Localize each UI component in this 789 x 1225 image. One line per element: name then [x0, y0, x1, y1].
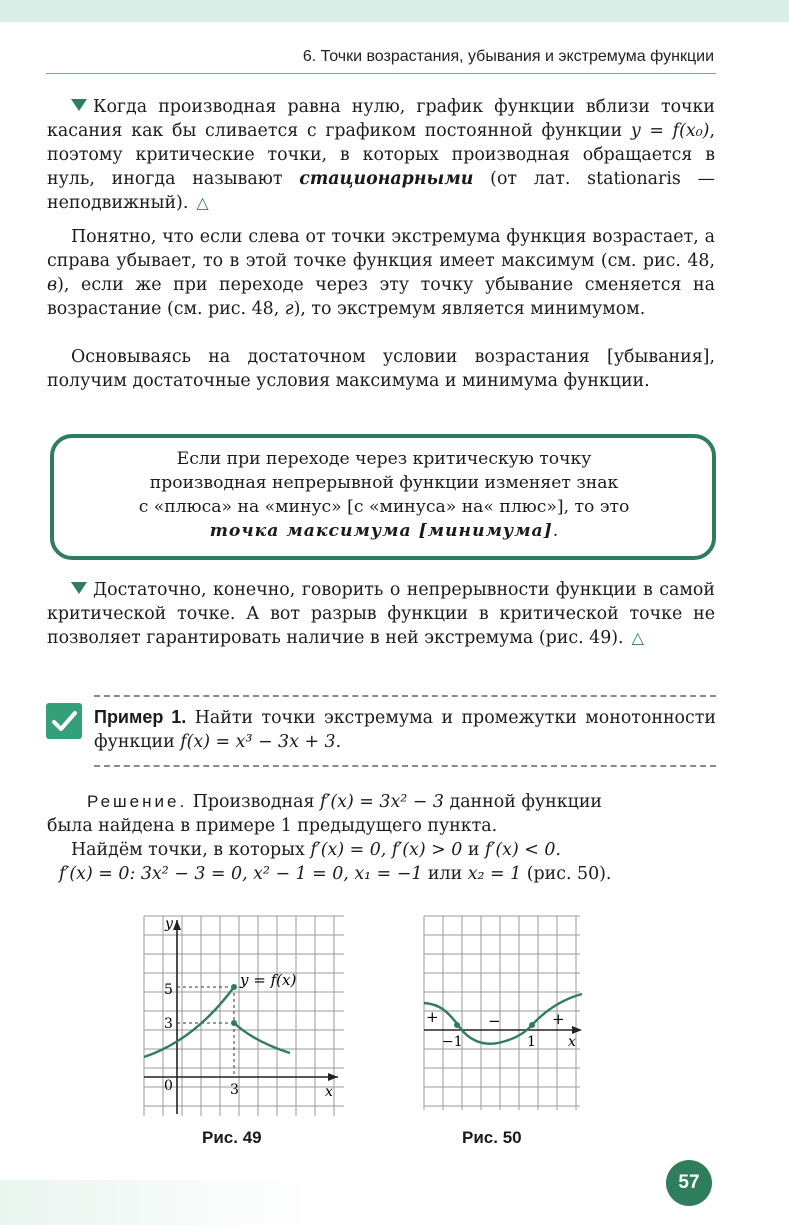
caption-fig50: Рис. 50 — [462, 1128, 522, 1147]
paragraph-stationary: Когда производная равна нулю, график функции вблизи точки касания как бы сливается с графиком постоянной функции y = f(x₀), поэтому критические точки, в которых производная обращается в нуль, иногда называют стационарными (от лат. stationaris — неподвижный). △ — [47, 97, 715, 213]
solution-block: Решение. Производная f′(x) = 3x² − 3 данной функции была найдена в примере 1 предыдущего пункта. Найдём точки, в которых f′(x) = 0, f′(x) > 0 и f′(x) < 0. f′(x) = 0: 3x² − 3 = 0, x² − 1 = 0, x₁ = −1 или x₂ = 1 (рис. 50). — [47, 792, 612, 884]
running-title: 6. Точки возрастания, убывания и экстремума функции — [302, 48, 714, 65]
svg-text:1: 1 — [527, 1034, 536, 1050]
paragraph-conditions: Основываясь на достаточном условии возрастания [убывания], получим достаточные условия максимума и минимума функции. — [47, 347, 715, 391]
svg-text:x: x — [568, 1034, 576, 1050]
dashed-divider-bottom — [94, 765, 716, 767]
figure-49 — [140, 912, 348, 1122]
top-color-band — [0, 0, 789, 22]
triangle-down-icon — [71, 99, 87, 111]
caption-fig49: Рис. 49 — [202, 1128, 262, 1147]
svg-text:y = f(x): y = f(x) — [240, 971, 297, 989]
rule-text: Если при переходе через критическую точку производная непрерывной функции изменяет знак с «плюса» на «минус» [с «минуса» на« плюс»], то это точка максимума [минимума]. — [138, 449, 630, 541]
svg-text:x: x — [325, 1084, 333, 1100]
rule-highlight: точка максимума [минимума] — [209, 521, 553, 541]
svg-text:+: + — [426, 1008, 439, 1026]
dashed-divider-top — [94, 695, 716, 697]
triangle-up-icon: △ — [196, 193, 209, 212]
solution-word: Решение. — [87, 792, 188, 811]
triangle-up-icon: △ — [631, 628, 644, 647]
svg-text:0: 0 — [164, 1078, 173, 1094]
checkmark-icon — [46, 703, 82, 739]
header-rule — [46, 73, 716, 74]
svg-text:−: − — [488, 1012, 501, 1030]
svg-text:3: 3 — [164, 1016, 173, 1032]
figure-50 — [420, 912, 584, 1114]
svg-text:5: 5 — [164, 982, 173, 998]
page-number-badge: 57 — [666, 1160, 712, 1206]
example-statement: Пример 1. Найти точки экстремума и промежутки монотонности функции f(x) = x³ − 3x + 3. — [94, 707, 716, 752]
svg-text:+: + — [552, 1010, 565, 1028]
svg-text:−1: −1 — [442, 1034, 463, 1050]
svg-text:3: 3 — [230, 1082, 239, 1098]
example-formula: f(x) = x³ − 3x + 3. — [180, 732, 342, 752]
triangle-down-icon — [71, 582, 87, 594]
svg-text:y: y — [165, 916, 173, 932]
example-label: Пример 1. — [94, 707, 187, 727]
term-stationary: стационарными — [299, 169, 474, 189]
paragraph-continuity: Достаточно, конечно, говорить о непрерывности функции в самой критической точке. А вот разрыв функции в критической точке не позволяет гарантировать наличие в ней экстремума (рис. 49). △ — [47, 580, 715, 648]
paragraph-extremum: Понятно, что если слева от точки экстремума функция возрастает, а справа убывает, то в этой точке функция имеет максимум (см. рис. 48, в), если же при переходе через эту точку убывание сменяется на возрастание (см. рис. 48, г), то экстремум является минимумом. — [47, 227, 715, 319]
